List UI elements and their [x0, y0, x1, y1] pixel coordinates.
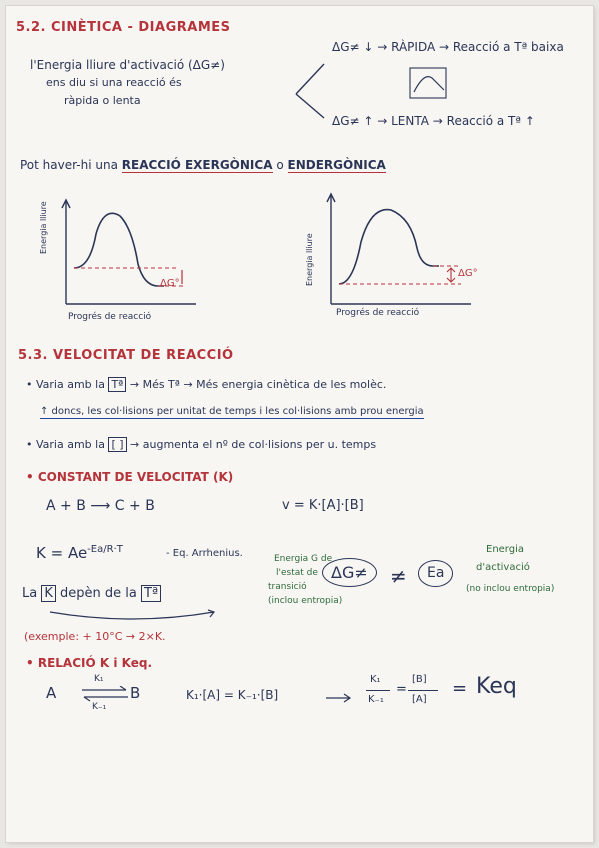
ratio-denominator: K₋₁	[368, 694, 384, 705]
exer-delta-g: ΔG°	[160, 278, 180, 289]
ea-note-2: d'activació	[476, 562, 530, 573]
reaction-equation: A + B ⟶ C + B	[46, 498, 155, 514]
ratio-bar	[366, 690, 390, 691]
exergonic-graph	[46, 194, 206, 324]
k-depends-mid: depèn de la	[60, 586, 137, 601]
not-equal-sign: ≠	[390, 564, 407, 588]
dg-note-4: (inclou entropia)	[268, 596, 343, 606]
dg-note-2: l'estat de	[276, 568, 318, 578]
ender-delta-g: ΔG°	[458, 268, 478, 279]
ea-note-3: (no inclou entropia)	[466, 584, 555, 594]
notebook-page	[6, 6, 593, 842]
temp-box: Tª	[108, 377, 126, 392]
eq-right-species: B	[130, 684, 141, 702]
ratio-numerator: K₁	[370, 674, 381, 685]
collisions-line: ↑ doncs, les col·lisions per unitat de temps i les col·lisions amb prou energia	[40, 406, 424, 417]
dg-note-1: Energia G de	[274, 554, 333, 564]
section-53-title: 5.3. VELOCITAT DE REACCIÓ	[18, 348, 234, 363]
exer-endo-prefix: Pot haver-hi una	[20, 158, 118, 172]
k-depends-prefix: La	[22, 586, 38, 601]
rate-law: v = K·[A]·[B]	[282, 498, 364, 513]
ratio-equals-2: =	[452, 678, 468, 699]
arrhenius-exponent: -Ea/R·T	[87, 544, 123, 555]
fast-reaction-line: ΔG≠ ↓ → RÀPIDA → Reacció a Tª baixa	[332, 40, 564, 54]
branch-arrows	[6, 6, 593, 842]
k-t-link-arrow	[42, 606, 242, 630]
section-52-title: 5.2. CINÈTICA - DIAGRAMES	[16, 20, 231, 35]
bullet1-suffix: → Més Tª → Més energia cinètica de les molèc.	[129, 378, 387, 391]
arrhenius-lhs: K = Ae	[36, 544, 88, 562]
constant-title: • CONSTANT DE VELOCITAT (K)	[26, 470, 234, 484]
energy-def-line1: l'Energia lliure d'activació (ΔG≠)	[30, 58, 225, 72]
or-word: o	[276, 158, 284, 172]
relation-title: • RELACIÓ K i Keq.	[26, 656, 153, 670]
ea-circled: Ea	[418, 560, 453, 587]
conc-box: [ ]	[108, 437, 126, 452]
slow-reaction-line: ΔG≠ ↑ → LENTA → Reacció a Tª ↑	[332, 114, 535, 128]
exergonic-label: REACCIÓ EXERGÒNICA	[121, 158, 273, 172]
energy-def-line3: ràpida o lenta	[64, 94, 141, 107]
exer-y-label: Energia lliure	[39, 201, 48, 254]
arrhenius-label: - Eq. Arrhenius.	[166, 548, 243, 559]
eq-forward-constant: K₁	[94, 674, 104, 684]
relation-equation: K₁·[A] = K₋₁·[B]	[186, 688, 279, 702]
t-box: Tª	[141, 585, 161, 602]
exer-x-label: Progrés de reacció	[68, 312, 152, 322]
ea-note-1: Energia	[486, 544, 524, 555]
endergonic-label: ENDERGÒNICA	[287, 158, 386, 172]
dg-circled: ΔG≠	[322, 558, 377, 587]
ender-x-label: Progrés de reacció	[336, 308, 420, 318]
bullet2-prefix: • Varia amb la	[26, 438, 105, 451]
implies-arrow	[324, 692, 354, 704]
ratio-equals-1: =	[396, 682, 407, 697]
temperature-example: (exemple: + 10°C → 2×K.	[24, 630, 166, 643]
endergonic-graph	[311, 188, 481, 318]
k-box: K	[41, 585, 56, 602]
ender-y-label: Energia lliure	[305, 233, 314, 286]
equilibrium-arrows	[80, 686, 130, 702]
conc-bar	[408, 690, 438, 691]
conc-denominator: [A]	[412, 694, 427, 705]
bullet2-suffix: → augmenta el nº de col·lisions per u. temps	[130, 438, 377, 451]
keq-symbol: Keq	[476, 674, 517, 699]
eq-reverse-constant: K₋₁	[92, 702, 107, 712]
dg-note-3: transició	[268, 582, 307, 592]
eq-left-species: A	[46, 684, 57, 702]
bullet1-prefix: • Varia amb la	[26, 378, 105, 391]
conc-numerator: [B]	[412, 674, 427, 685]
energy-def-line2: ens diu si una reacció és	[46, 76, 182, 89]
